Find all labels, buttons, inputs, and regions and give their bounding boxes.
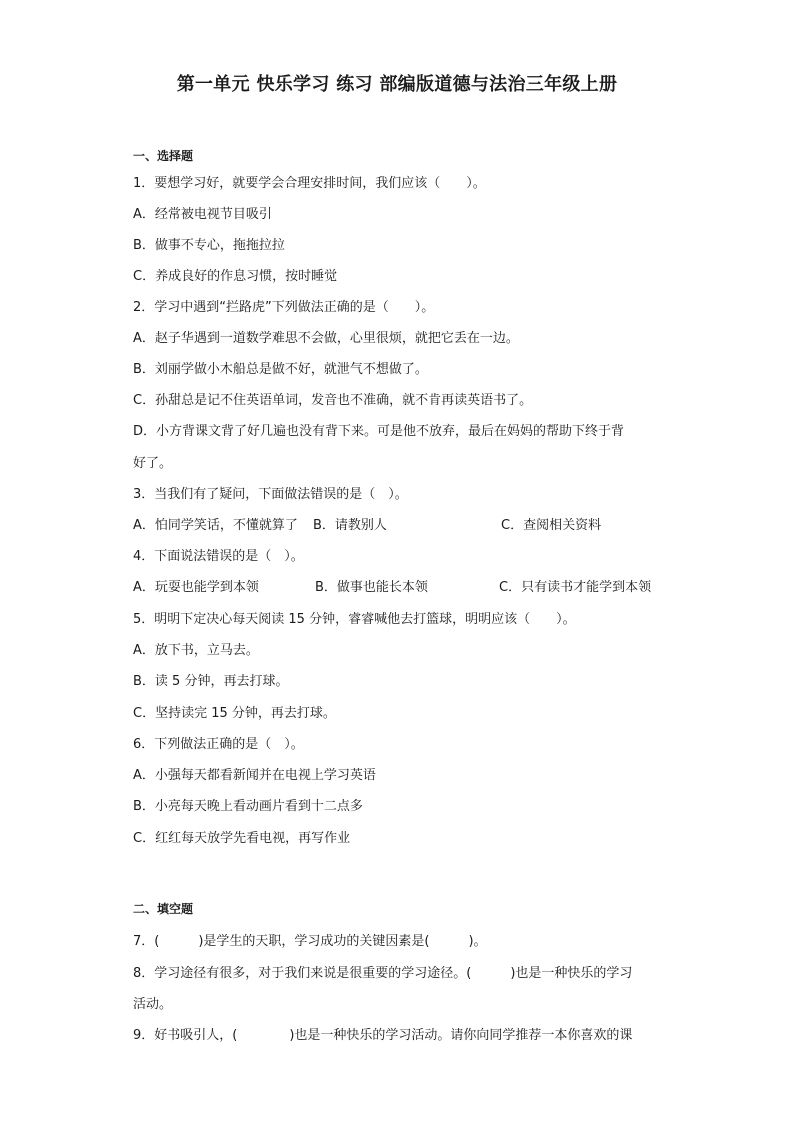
question-4-option-b: B．做事也能长本领 — [315, 580, 428, 595]
question-3-options — [133, 514, 673, 532]
question-1-option-c: C．养成良好的作息习惯，按时睡觉 — [133, 269, 338, 284]
question-2-option-d-continued: 好了。 — [133, 456, 173, 471]
question-5-option-a: A．放下书，立马去。 — [133, 643, 259, 658]
question-1-stem: 1．要想学习好，就要学会合理安排时间，我们应该（ ）。 — [133, 176, 486, 191]
question-6-option-b: B．小亮每天晚上看动画片看到十二点多 — [133, 799, 363, 814]
question-1-option-a: A．经常被电视节目吸引 — [133, 207, 272, 222]
question-2-option-a: A．赵子华遇到一道数学难思不会做，心里很烦，就把它丢在一边。 — [133, 331, 519, 346]
question-1-option-b: B．做事不专心，拖拖拉拉 — [133, 238, 285, 253]
question-4-option-c: C．只有读书才能学到本领 — [499, 580, 652, 595]
question-2-stem: 2．学习中遇到“拦路虎”下列做法正确的是（ ）。 — [133, 300, 435, 315]
question-4-options — [133, 576, 673, 594]
page-title: 第一单元 快乐学习 练习 部编版道德与法治三年级上册 — [176, 74, 618, 95]
question-8-continued: 活动。 — [133, 997, 173, 1012]
question-2-option-b: B．刘丽学做小木船总是做不好，就泄气不想做了。 — [133, 362, 428, 377]
question-5-option-c: C．坚持读完 15 分钟，再去打球。 — [133, 706, 336, 721]
question-2-option-d: D．小方背课文背了好几遍也没有背下来。可是他不放弃，最后在妈妈的帮助下终于背 — [133, 424, 625, 439]
question-2-option-c: C．孙甜总是记不住英语单词，发音也不准确，就不肯再读英语书了。 — [133, 393, 533, 408]
question-6-stem: 6．下列做法正确的是（ ）。 — [133, 737, 304, 752]
section-heading-choice: 一、选择题 — [133, 149, 194, 163]
question-6-option-a: A．小强每天都看新闻并在电视上学习英语 — [133, 768, 376, 783]
question-3-option-b: B．请教别人 — [313, 518, 387, 533]
question-9: 9．好书吸引人，( )也是一种快乐的学习活动。请你向同学推荐一本你喜欢的课 — [133, 1028, 633, 1043]
question-6-option-c: C．红红每天放学先看电视，再写作业 — [133, 831, 351, 846]
question-4-stem: 4．下面说法错误的是（ ）。 — [133, 549, 304, 564]
question-3-stem: 3．当我们有了疑问，下面做法错误的是（ ）。 — [133, 487, 408, 502]
question-3-option-a: A．怕同学笑话，不懂就算了 — [133, 518, 298, 533]
question-4-option-a: A．玩耍也能学到本领 — [133, 580, 259, 595]
section-heading-fill: 二、填空题 — [133, 902, 194, 916]
question-8: 8．学习途径有很多，对于我们来说是很重要的学习途径。( )也是一种快乐的学习 — [133, 966, 633, 981]
question-5-stem: 5．明明下定决心每天阅读 15 分钟，睿睿喊他去打篮球，明明应该（ ）。 — [133, 612, 576, 627]
question-7: 7．( )是学生的天职，学习成功的关键因素是( )。 — [133, 934, 487, 949]
question-5-option-b: B．读 5 分钟，再去打球。 — [133, 674, 289, 689]
question-3-option-c: C．查阅相关资料 — [501, 518, 602, 533]
